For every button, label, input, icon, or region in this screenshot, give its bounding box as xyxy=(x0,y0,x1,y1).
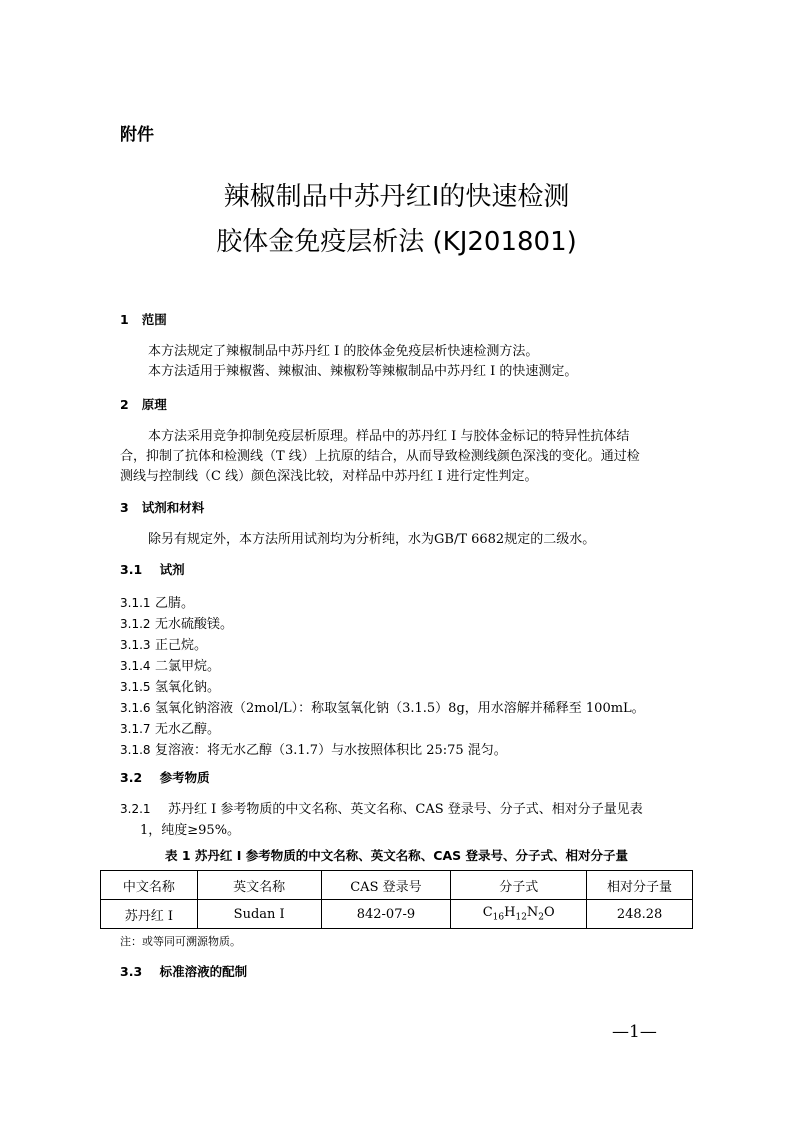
section-1-paragraph: 本方法适用于辣椒酱、辣椒油、辣椒粉等辣椒制品中苏丹红 I 的快速测定。 xyxy=(148,364,578,379)
item-code: 3.1.2 xyxy=(120,617,151,631)
cell-chinese-name: 苏丹红 I xyxy=(101,900,198,929)
item-text: 乙腈。 xyxy=(155,596,195,611)
section-title: 范围 xyxy=(141,312,167,327)
item-text: 无水乙醇。 xyxy=(155,722,221,737)
item-code: 3.2.1 xyxy=(120,802,151,816)
section-2-paragraph-line: 本方法采用竞争抑制免疫层析原理。样品中的苏丹红 I 与胶体金标记的特异性抗体结 xyxy=(148,429,630,444)
reagent-item xyxy=(120,634,207,653)
section-number: 2 xyxy=(120,397,129,412)
reagent-item xyxy=(120,613,233,632)
document-title-line2: 胶体金免疫层析法 (KJ201801) xyxy=(216,227,577,257)
section-number: 3.3 xyxy=(120,964,143,979)
item-code: 3.1.6 xyxy=(120,701,151,715)
item-code: 3.1.5 xyxy=(120,680,151,694)
section-title: 原理 xyxy=(141,397,167,412)
reference-item-line1 xyxy=(120,798,643,817)
cell-molecular-formula: $C_{16}H_{12}N_2O$ xyxy=(451,900,587,929)
item-code: 3.1.4 xyxy=(120,659,151,673)
document-title-line1: 辣椒制品中苏丹红I的快速检测 xyxy=(223,182,570,212)
table-header-cell: CAS 登录号 xyxy=(321,871,451,900)
section-title: 试剂 xyxy=(159,562,185,577)
section-title: 参考物质 xyxy=(159,770,210,785)
section-title: 标准溶液的配制 xyxy=(159,964,248,979)
item-text: 复溶液：将无水乙醇（3.1.7）与水按照体积比 25:75 混匀。 xyxy=(155,743,507,758)
section-1-paragraph: 本方法规定了辣椒制品中苏丹红 I 的胶体金免疫层析快速检测方法。 xyxy=(148,344,539,359)
item-text: 氢氧化钠。 xyxy=(155,680,221,695)
reagent-item xyxy=(120,697,645,716)
item-text: 二氯甲烷。 xyxy=(155,659,221,674)
table-header-cell: 中文名称 xyxy=(101,871,198,900)
section-3-3-heading xyxy=(120,962,247,980)
reagent-item xyxy=(120,718,220,737)
item-text: 正己烷。 xyxy=(155,638,208,653)
section-3-paragraph: 除另有规定外，本方法所用试剂均为分析纯，水为GB/T 6682规定的二级水。 xyxy=(148,532,596,547)
section-3-2-heading xyxy=(120,768,210,786)
reference-material-table xyxy=(100,870,693,929)
section-2-paragraph-line: 测线与控制线（C 线）颜色深浅比较，对样品中苏丹红 I 进行定性判定。 xyxy=(120,469,538,484)
cell-english-name: Sudan I xyxy=(197,900,321,929)
page-number: —1— xyxy=(612,1022,657,1042)
table-header-cell: 相对分子量 xyxy=(587,871,693,900)
cell-cas-number: 842-07-9 xyxy=(321,900,451,929)
reference-item-line2: 1，纯度≥95%。 xyxy=(140,823,241,838)
section-number: 3 xyxy=(120,500,129,515)
reagent-item xyxy=(120,655,220,674)
section-2-heading xyxy=(120,395,167,413)
item-code: 3.1.7 xyxy=(120,722,151,736)
table-header-cell: 英文名称 xyxy=(197,871,321,900)
item-code: 3.1.3 xyxy=(120,638,151,652)
table-header-row xyxy=(101,871,693,900)
section-3-heading xyxy=(120,498,204,516)
section-title: 试剂和材料 xyxy=(141,500,205,515)
section-3-1-heading xyxy=(120,560,185,578)
table-note: 注：或等同可溯源物质。 xyxy=(120,935,241,948)
section-number: 3.2 xyxy=(120,770,143,785)
item-text: 氢氧化钠溶液（2mol/L）：称取氢氧化钠（3.1.5）8g，用水溶解并稀释至 100mL。 xyxy=(155,701,645,716)
reagent-item xyxy=(120,592,194,611)
section-1-heading xyxy=(120,310,167,328)
cell-molecular-weight: 248.28 xyxy=(587,900,693,929)
section-number: 1 xyxy=(120,312,129,327)
item-code: 3.1.8 xyxy=(120,743,151,757)
reagent-item xyxy=(120,739,507,758)
attachment-label: 附件 xyxy=(120,125,154,145)
section-number: 3.1 xyxy=(120,562,143,577)
item-text: 苏丹红 I 参考物质的中文名称、英文名称、CAS 登录号、分子式、相对分子量见表 xyxy=(168,802,643,817)
item-text: 无水硫酸镁。 xyxy=(155,617,234,632)
table-caption: 表 1 苏丹红 I 参考物质的中文名称、英文名称、CAS 登录号、分子式、相对分子量 xyxy=(165,848,628,863)
item-code: 3.1.1 xyxy=(120,596,151,610)
table-header-cell: 分子式 xyxy=(451,871,587,900)
section-2-paragraph-line: 合，抑制了抗体和检测线（T 线）上抗原的结合，从而导致检测线颜色深浅的变化。通过检 xyxy=(120,449,640,464)
reagent-item xyxy=(120,676,220,695)
table-row xyxy=(101,900,693,929)
